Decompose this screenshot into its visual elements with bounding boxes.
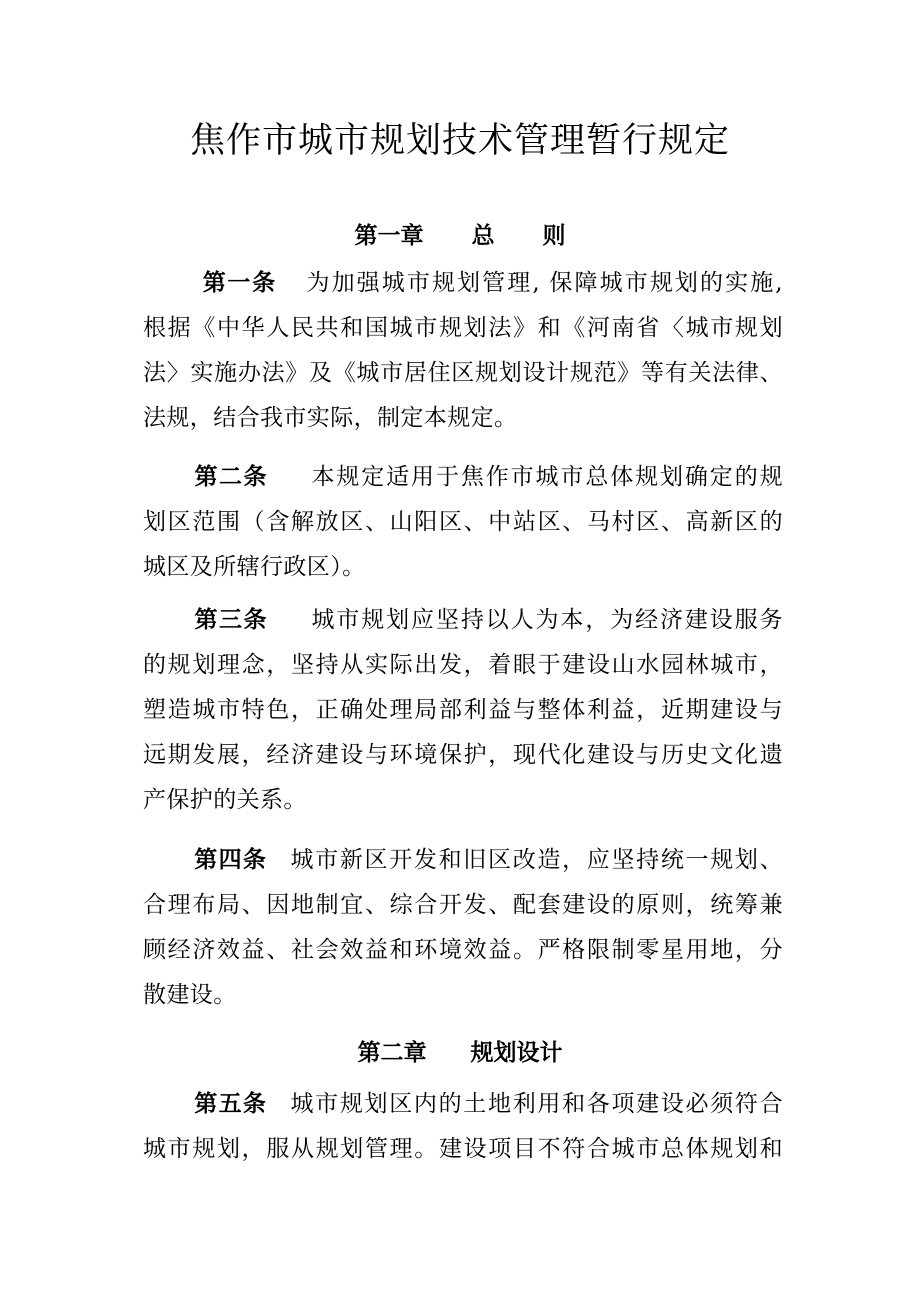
article-2 bbox=[143, 455, 783, 590]
chapter-heading bbox=[0, 218, 920, 254]
article-line: 第二条 本规定适用于焦作市城市总体规划确定的规 bbox=[193, 464, 783, 490]
article-5 bbox=[143, 1082, 783, 1172]
article-line: 远期发展，经济建设与环境保护，现代化建设与历史文化遗 bbox=[143, 742, 783, 768]
document-title: 焦作市城市规划技术管理暂行规定 bbox=[189, 121, 730, 161]
article-line: 塑造城市特色，正确处理局部利益与整体利益，近期建设与 bbox=[143, 697, 783, 723]
article-line: 城区及所辖行政区）。 bbox=[143, 554, 366, 580]
article-line: 顾经济效益、社会效益和环境效益。严格限制零星用地，分 bbox=[143, 937, 783, 963]
chapter-number: 第二章 bbox=[357, 1040, 427, 1066]
chapter-heading bbox=[0, 1035, 920, 1071]
article-label: 第五条 bbox=[193, 1091, 268, 1117]
chapter-number: 第一章 bbox=[354, 223, 424, 249]
chapter-title-part: 总 bbox=[471, 223, 495, 249]
article-label: 第三条 bbox=[193, 607, 268, 633]
article-label: 第四条 bbox=[193, 847, 268, 873]
article-line: 的规划理念，坚持从实际出发，着眼于建设山水园林城市， bbox=[143, 652, 783, 678]
article-line: 散建设。 bbox=[143, 982, 237, 1008]
chapter-title: 规划设计 bbox=[470, 1040, 563, 1066]
article-line: 划区范围（含解放区、山阳区、中站区、马村区、高新区的 bbox=[143, 509, 783, 535]
chapter-title-part: 则 bbox=[542, 223, 566, 249]
article-line: 产保护的关系。 bbox=[143, 787, 307, 813]
article-3 bbox=[143, 598, 783, 823]
article-1 bbox=[143, 261, 783, 441]
article-line: 法规，结合我市实际，制定本规定。 bbox=[143, 405, 518, 431]
article-line: 第一条 为加强城市规划管理, 保障城市规划的实施, bbox=[201, 270, 783, 296]
article-line: 第五条 城市规划区内的土地利用和各项建设必须符合 bbox=[193, 1091, 784, 1117]
article-label: 第一条 bbox=[201, 270, 277, 296]
article-line: 法〉实施办法》及《城市居住区规划设计规范》等有关法律、 bbox=[143, 360, 783, 386]
article-4 bbox=[143, 838, 783, 1018]
article-line: 第三条 城市规划应坚持以人为本，为经济建设服务 bbox=[193, 607, 783, 633]
article-label: 第二条 bbox=[193, 464, 268, 490]
article-line: 合理布局、因地制宜、综合开发、配套建设的原则，统筹兼 bbox=[143, 892, 783, 918]
article-line: 第四条 城市新区开发和旧区改造，应坚持统一规划、 bbox=[193, 847, 784, 873]
article-line: 城市规划，服从规划管理。建设项目不符合城市总体规划和 bbox=[143, 1136, 783, 1162]
article-line: 根据《中华人民共和国城市规划法》和《河南省〈城市规划 bbox=[143, 315, 783, 341]
